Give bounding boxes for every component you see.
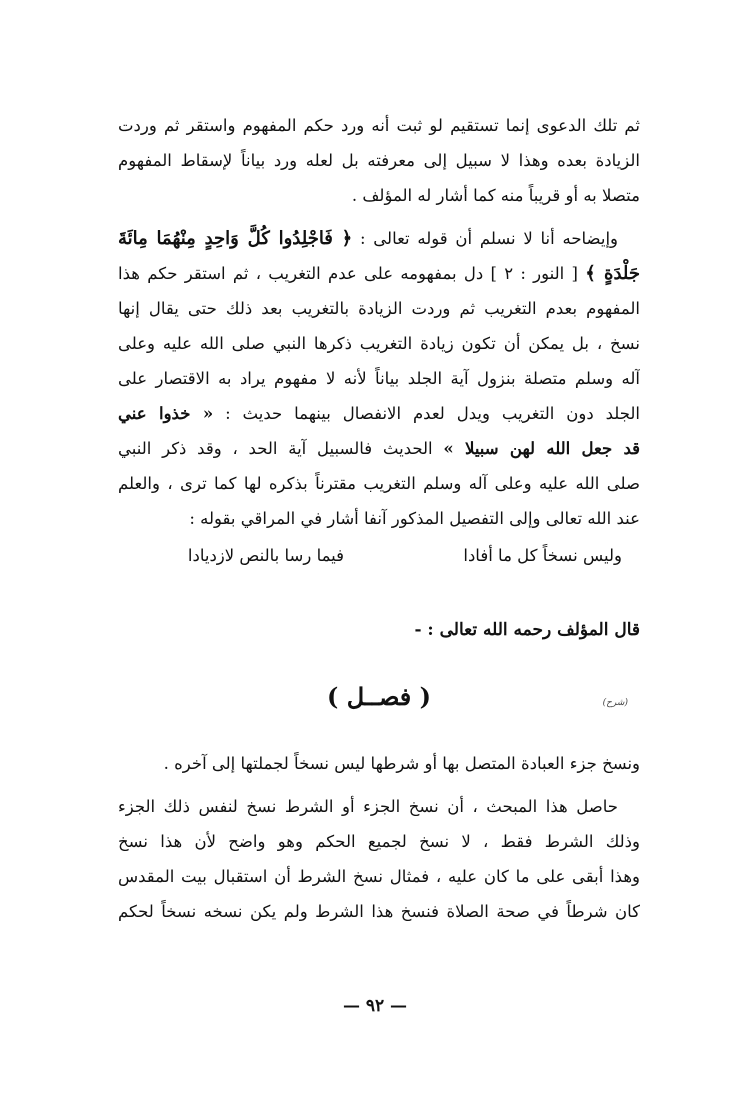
page-body [118, 108, 640, 929]
text-line: الزيادة بعده وهذا لا سبيل إلى معرفته بل لعله ورد بياناً لإسقاط المفهوم [118, 151, 640, 170]
page-number: — ٩٢ — [342, 996, 408, 1016]
text-line: آله وسلم متصلة بنزول آية الجلد بياناً لأنه لا مفهوم يراد به الاقتصار على [118, 369, 640, 388]
text-line: حاصل هذا المبحث ، أن نسخ الجزء أو الشرط نسخ لنفس ذلك الجزء [118, 797, 618, 816]
paragraph-1 [118, 108, 640, 213]
text-run: الجلد دون التغريب ويدل لعدم الانفصال بينهما حديث : [213, 404, 640, 423]
text-line: وهذا أبقى على ما كان عليه ، فمثال نسخ الشرط أن استقبال بيت المقدس [118, 867, 640, 886]
author-heading: قال المؤلف رحمه الله تعالى : - [414, 620, 640, 640]
text-run: الحديث فالسبيل آية الحد ، وقد ذكر النبي [118, 439, 444, 458]
text-run: [ النور : ٢ ] دل بمفهومه على عدم التغريب ، ثم استقر حكم هذا [118, 264, 586, 283]
text-line [118, 431, 640, 466]
quran-verse: ﴿ فَاجْلِدُوا كُلَّ وَاحِدٍ مِنْهُمَا مِائَةَ [118, 228, 353, 249]
text-line: متصلا به أو قريباً منه كما أشار له المؤلف . [351, 186, 640, 205]
text-line [118, 396, 640, 431]
hadith-quote: « خذوا عني [118, 404, 214, 423]
quran-verse: جَلْدَةٍ ﴾ [585, 263, 640, 284]
text-line: عند الله تعالى وإلى التفصيل المذكور آنفا أشار في المراقي بقوله : [189, 509, 640, 528]
commentary-marker: (شرح) [602, 698, 628, 708]
text-line: المفهوم بعدم التغريب ثم وردت الزيادة بالتغريب بعد ذلك حتى يقال إنها [118, 299, 640, 318]
text-line: كان شرطاً في صحة الصلاة فنسخ هذا الشرط ولم يكن نسخه نسخاً لحكم [118, 902, 640, 921]
text-line [118, 256, 640, 291]
section-title: ( فصــل ) [327, 682, 431, 711]
text-line: ثم تلك الدعوى إنما تستقيم لو ثبت أنه ورد حكم المفهوم واستقر ثم وردت [118, 116, 640, 135]
matn-text: ونسخ جزء العبادة المتصل بها أو شرطها ليس نسخاً لجملتها إلى آخره . [163, 754, 640, 773]
text-line: نسخ ، بل يمكن أن تكون زيادة التغريب ذكرها النبي صلى الله عليه وعلى [118, 334, 640, 353]
poem-hemistich-1: وليس نسخاً كل ما أفادا [463, 546, 622, 565]
poem-verse [118, 536, 640, 576]
hadith-quote: قد جعل الله لهن سبيلا » [443, 439, 640, 458]
poem-hemistich-2: فيما رسا بالنص لازديادا [187, 546, 344, 565]
text-line: صلى الله عليه وعلى آله وسلم التغريب مقترناً بذكره لها كما ترى ، والعلم [118, 474, 640, 493]
paragraph-2 [118, 221, 640, 536]
text-run: وإيضاحه أنا لا نسلم أن قوله تعالى : [352, 229, 619, 248]
paragraph-3 [118, 789, 640, 929]
text-line: وذلك الشرط فقط ، لا نسخ لجميع الحكم وهو واضح لأن هذا نسخ [118, 832, 640, 851]
text-line [118, 221, 640, 256]
